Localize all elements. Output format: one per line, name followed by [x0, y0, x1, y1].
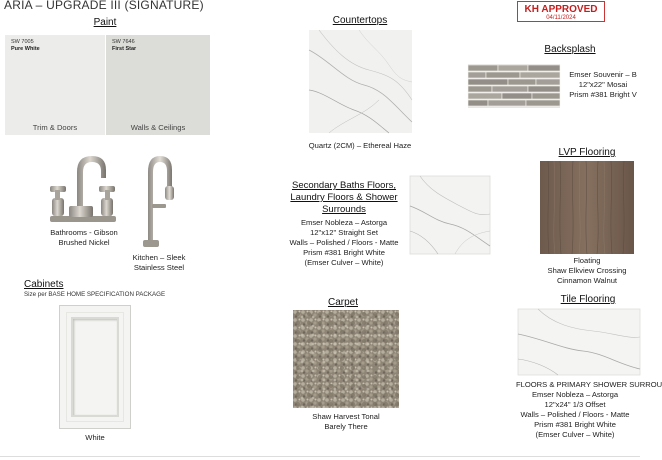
caption-line: Floating [573, 256, 601, 265]
caption-line: Prism #381 Bright White [303, 248, 385, 257]
caption-line: Walls – Polished / Floors - Matte [289, 238, 399, 247]
lvp-header: LVP Flooring [558, 147, 616, 158]
caption-line: (Emser Culver – White) [304, 258, 384, 267]
caption-line: Kitchen – Sleek [132, 253, 186, 262]
caption-line: Shaw Elkview Crossing [547, 266, 627, 275]
paint-code: SW 7005 [11, 39, 34, 45]
paint-name: First Star [112, 46, 137, 52]
caption-line: Barely There [324, 422, 368, 431]
tile-header: Tile Flooring [560, 294, 616, 305]
caption-line: Cinnamon Walnut [556, 276, 618, 285]
lvp-sample-image [540, 161, 634, 254]
kitchen-faucet-caption [124, 253, 194, 273]
secondary-header [284, 180, 404, 216]
countertop-sample-image [309, 30, 412, 133]
secondary-tile-image [410, 176, 490, 254]
paint-header: Paint [93, 17, 117, 28]
carpet-header: Carpet [327, 297, 358, 308]
cabinets-note: Size per BASE HOME SPECIFICATION PACKAGE [24, 291, 166, 298]
countertops-caption: Quartz (2CM) – Ethereal Haze [308, 141, 412, 150]
cabinets-header: Cabinets [24, 279, 64, 290]
header-line: Secondary Baths Floors, [291, 180, 397, 191]
caption-line: (Emser Culver – White) [535, 430, 615, 439]
caption-line: Emser Nobleza – Astorga [300, 218, 388, 227]
backsplash-caption [566, 70, 640, 100]
page-title: ARIA – UPGRADE III (SIGNATURE) [4, 0, 204, 12]
caption-line: Emser Nobleza – Astorga [531, 390, 619, 399]
header-line: Surrounds [322, 204, 366, 215]
paint-label: Walls & Ceilings [130, 123, 186, 132]
cabinets-caption: White [85, 433, 105, 442]
caption-line: 12"x22" Mosai [578, 80, 628, 89]
caption-line: FLOORS & PRIMARY SHOWER SURROU [516, 380, 662, 389]
caption-line: Walls – Polished / Floors - Matte [520, 410, 630, 419]
paint-name: Pure White [11, 46, 40, 52]
caption-line: Emser Souvenir – B [569, 70, 637, 79]
caption-line: Prism #381 Bright White [534, 420, 616, 429]
countertops-header: Countertops [332, 15, 388, 26]
approval-label: KH APPROVED [524, 4, 598, 15]
paint-code: SW 7646 [112, 39, 135, 45]
approval-date: 04/11/2024 [546, 15, 576, 21]
caption-line: Brushed Nickel [58, 238, 110, 247]
paint-swatch-pure-white [5, 35, 105, 135]
lvp-caption [540, 256, 634, 286]
caption-line: 12"x12" Straight Set [310, 228, 378, 237]
page-bottom-divider [0, 456, 640, 457]
caption-line: Prism #381 Bright V [569, 90, 637, 99]
approval-stamp [517, 1, 605, 22]
caption-line: Stainless Steel [133, 263, 185, 272]
bathroom-faucet-image [44, 150, 122, 226]
caption-line: Bathrooms - Gibson [50, 228, 118, 237]
header-line: Laundry Floors & Shower [290, 192, 398, 203]
kitchen-faucet-image [130, 152, 176, 250]
paint-label: Trim & Doors [32, 123, 78, 132]
carpet-caption [293, 412, 399, 432]
backsplash-header: Backsplash [544, 44, 596, 55]
bathroom-faucet-caption [48, 228, 120, 248]
carpet-sample-image [293, 310, 399, 408]
caption-line: Shaw Harvest Tonal [312, 412, 380, 421]
cabinet-door-image [59, 305, 131, 429]
caption-line: 12"x24" 1/3 Offset [544, 400, 606, 409]
tile-sample-image [518, 309, 640, 375]
secondary-caption [279, 218, 409, 268]
tile-caption [510, 380, 662, 440]
backsplash-tile-image [468, 64, 560, 108]
paint-swatch-first-star [106, 35, 210, 135]
